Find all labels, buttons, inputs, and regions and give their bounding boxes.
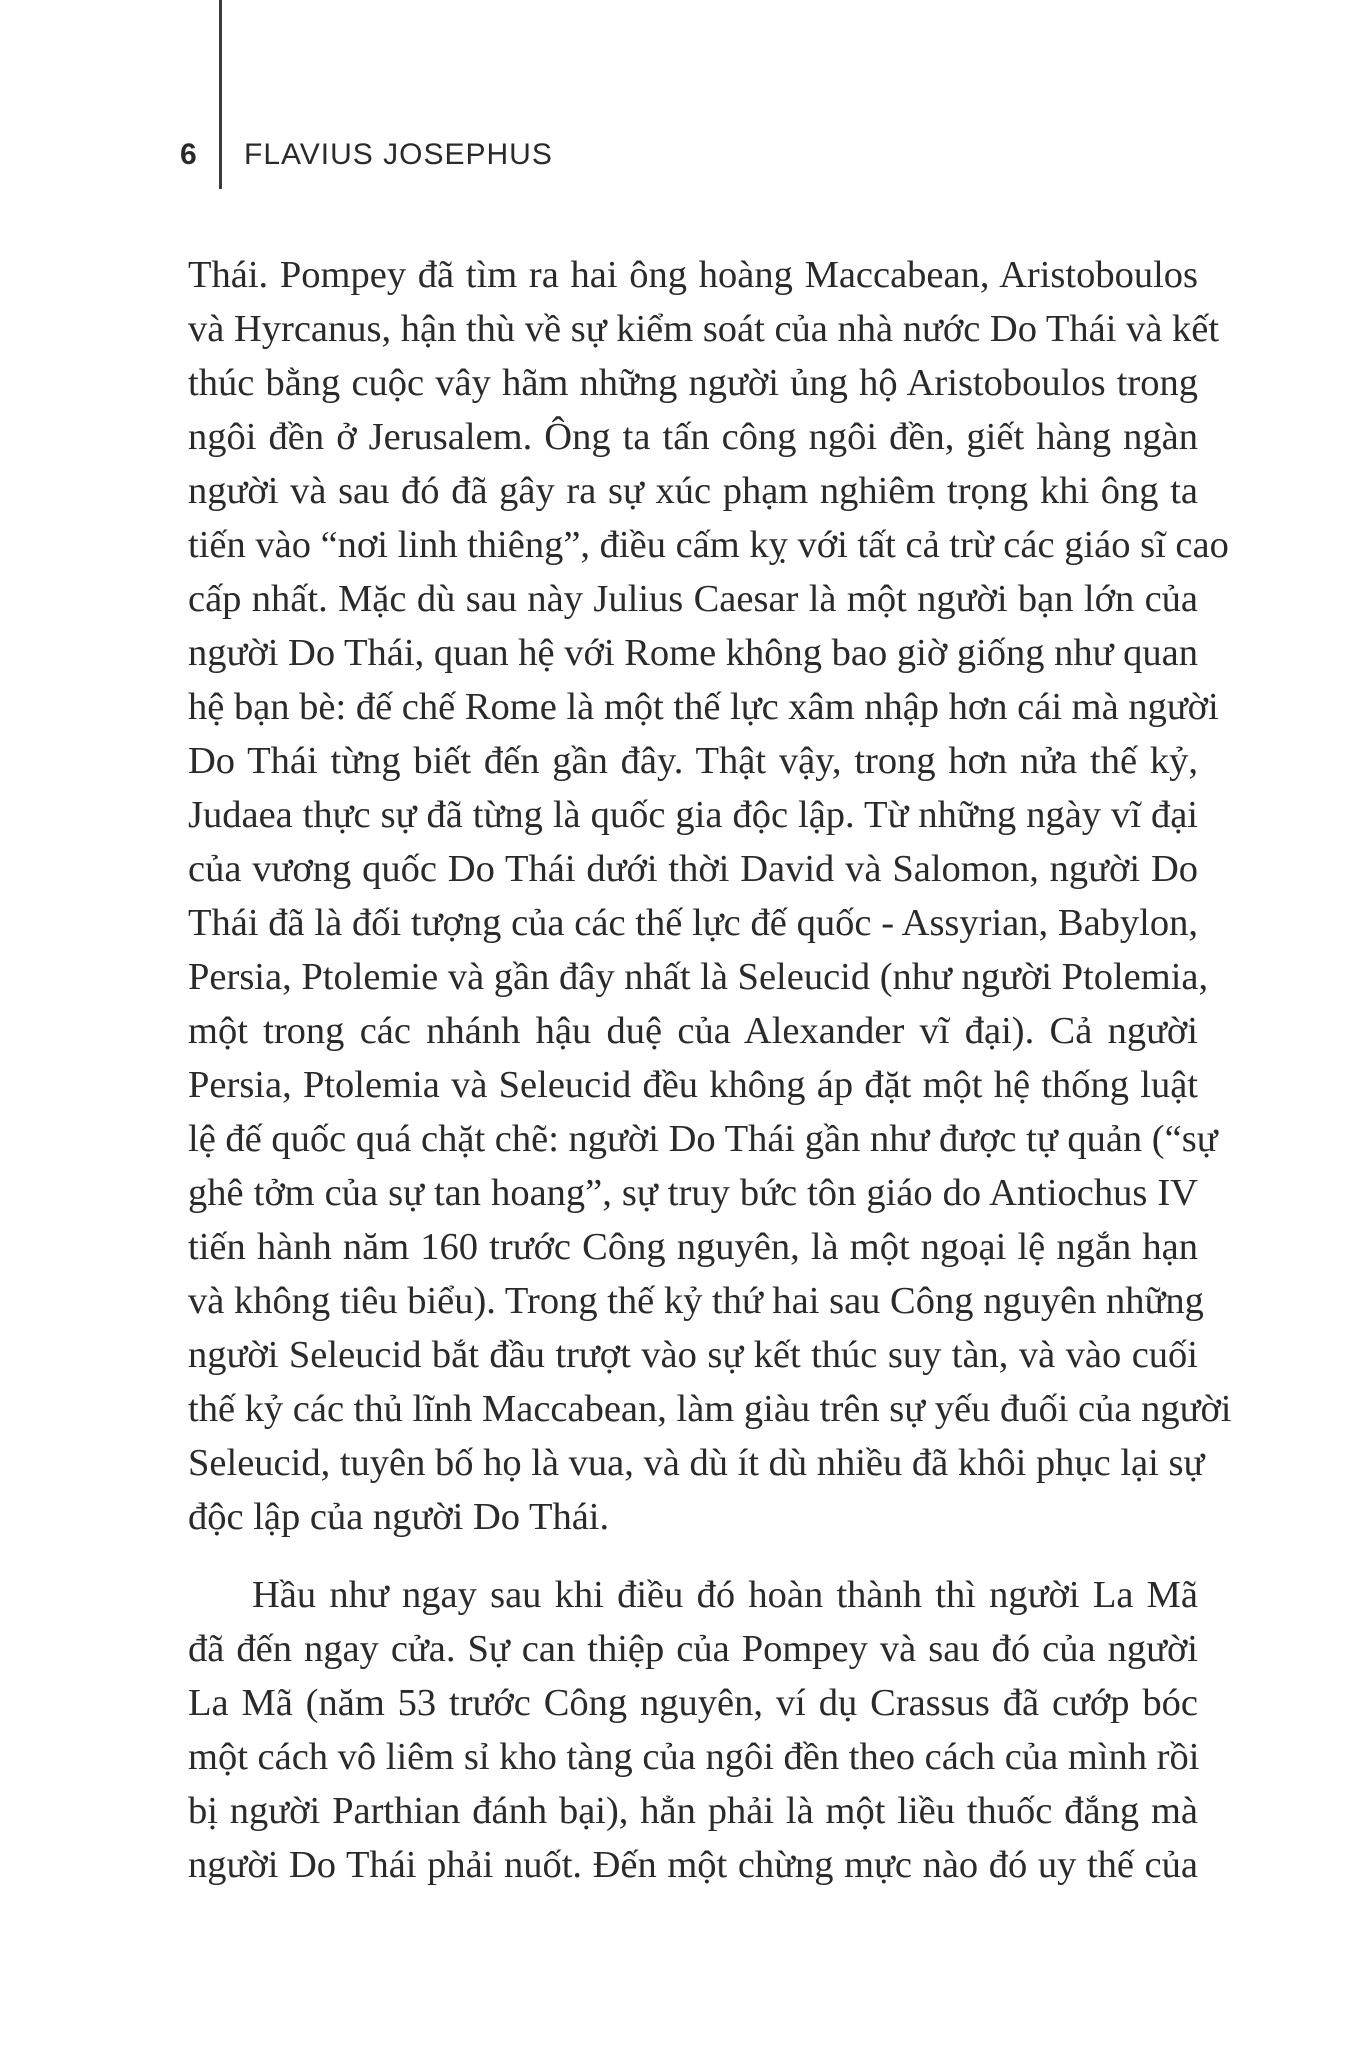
text-line: người Do Thái phải nuốt. Đến một chừng mực nào đó uy thế của <box>188 1844 1198 1886</box>
text-line: một trong các nhánh hậu duệ của Alexander vĩ đại). Cả người <box>188 1010 1198 1052</box>
page-number: 6 <box>180 138 197 171</box>
text-line: ngôi đền ở Jerusalem. Ông ta tấn công ngôi đền, giết hàng ngàn <box>188 416 1198 458</box>
header-rule <box>219 0 222 189</box>
paragraph-2 <box>188 1568 1198 1892</box>
text-line: lệ đế quốc quá chặt chẽ: người Do Thái gần như được tự quản (“sự <box>188 1118 1218 1160</box>
text-line: Hầu như ngay sau khi điều đó hoàn thành thì người La Mã <box>252 1574 1198 1616</box>
text-line: Thái. Pompey đã tìm ra hai ông hoàng Maccabean, Aristoboulos <box>188 254 1198 296</box>
running-head: FLAVIUS JOSEPHUS <box>244 138 553 171</box>
text-line: và không tiêu biểu). Trong thế kỷ thứ hai sau Công nguyên những <box>188 1280 1204 1322</box>
text-line: đã đến ngay cửa. Sự can thiệp của Pompey và sau đó của người <box>188 1628 1198 1670</box>
text-line: tiến hành năm 160 trước Công nguyên, là một ngoại lệ ngắn hạn <box>188 1226 1198 1268</box>
text-line: một cách vô liêm sỉ kho tàng của ngôi đền theo cách của mình rồi <box>188 1736 1200 1778</box>
text-line: Persia, Ptolemie và gần đây nhất là Seleucid (như người Ptolemia, <box>188 956 1209 998</box>
body-text <box>188 248 1232 1892</box>
text-line: bị người Parthian đánh bại), hẳn phải là một liều thuốc đắng mà <box>188 1790 1198 1832</box>
text-line: của vương quốc Do Thái dưới thời David và Salomon, người Do <box>188 848 1198 890</box>
text-line: người Seleucid bắt đầu trượt vào sự kết thúc suy tàn, và vào cuối <box>188 1334 1198 1376</box>
text-line: tiến vào “nơi linh thiêng”, điều cấm kỵ với tất cả trừ các giáo sĩ cao <box>188 524 1229 566</box>
text-line: thế kỷ các thủ lĩnh Maccabean, làm giàu trên sự yếu đuối của người <box>188 1388 1232 1430</box>
text-line: Persia, Ptolemia và Seleucid đều không áp đặt một hệ thống luật <box>188 1064 1198 1106</box>
text-line: độc lập của người Do Thái. <box>188 1496 610 1538</box>
text-line: Judaea thực sự đã từng là quốc gia độc lập. Từ những ngày vĩ đại <box>188 794 1198 836</box>
text-line: người và sau đó đã gây ra sự xúc phạm nghiêm trọng khi ông ta <box>188 470 1198 512</box>
text-line: hệ bạn bè: đế chế Rome là một thế lực xâm nhập hơn cái mà người <box>188 686 1219 728</box>
text-line: thúc bằng cuộc vây hãm những người ủng hộ Aristoboulos trong <box>188 362 1198 404</box>
text-line: người Do Thái, quan hệ với Rome không bao giờ giống như quan <box>188 632 1198 674</box>
paragraph-1 <box>188 248 1232 1544</box>
text-line: La Mã (năm 53 trước Công nguyên, ví dụ Crassus đã cướp bóc <box>188 1682 1198 1724</box>
text-line: cấp nhất. Mặc dù sau này Julius Caesar là một người bạn lớn của <box>188 578 1198 620</box>
paragraph-gap <box>188 1544 1198 1568</box>
text-line: ghê tởm của sự tan hoang”, sự truy bức tôn giáo do Antiochus IV <box>188 1172 1198 1214</box>
text-line: Seleucid, tuyên bố họ là vua, và dù ít dù nhiều đã khôi phục lại sự <box>188 1442 1205 1484</box>
text-line: Do Thái từng biết đến gần đây. Thật vậy, trong hơn nửa thế kỷ, <box>188 740 1198 782</box>
text-line: và Hyrcanus, hận thù về sự kiểm soát của nhà nước Do Thái và kết <box>188 308 1220 350</box>
text-line: Thái đã là đối tượng của các thế lực đế quốc - Assyrian, Babylon, <box>188 902 1198 944</box>
